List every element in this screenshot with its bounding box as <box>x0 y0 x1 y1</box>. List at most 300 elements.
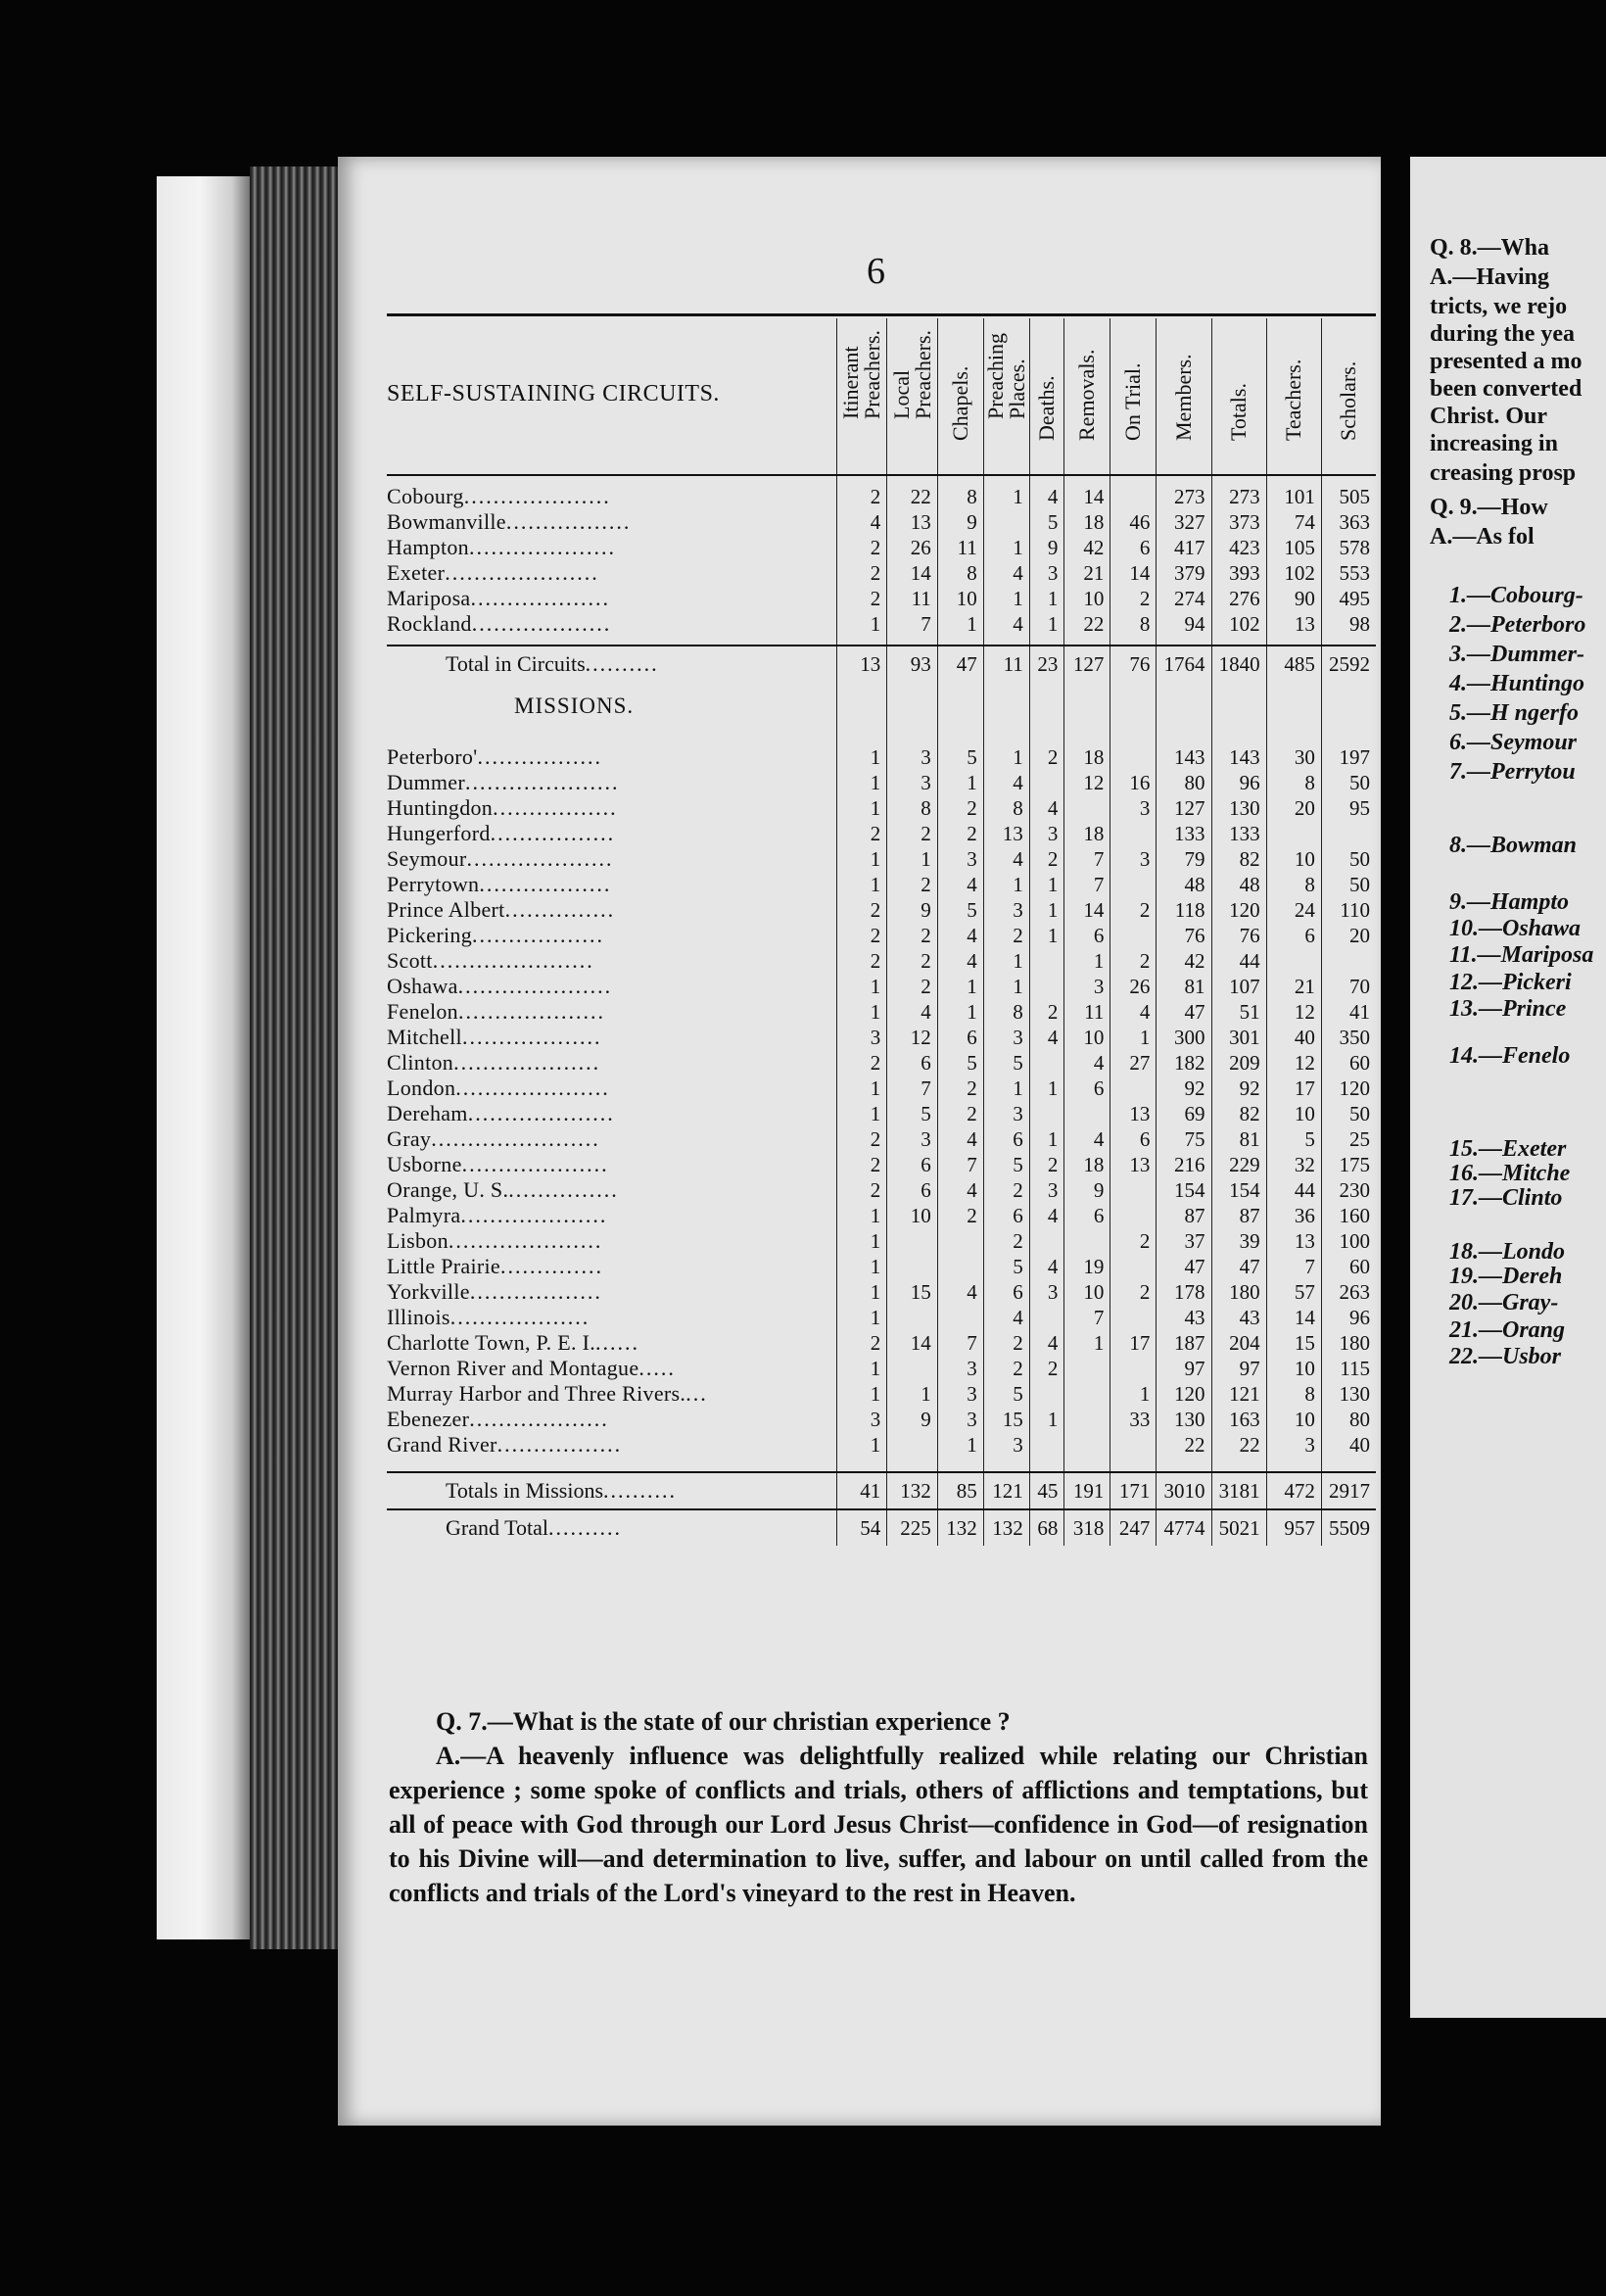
table-cell: 30 <box>1266 744 1321 770</box>
table-row <box>387 1228 1376 1254</box>
table-cell: 46 <box>1110 509 1157 535</box>
spacer-cell <box>1029 731 1064 744</box>
table-cell: 2 <box>937 795 983 821</box>
table-cell: 47 <box>1157 1254 1211 1279</box>
row-name: Usborne <box>387 1152 462 1176</box>
table-cell: 50 <box>1321 770 1376 795</box>
table-cell <box>887 1356 938 1381</box>
table-cell: 1 <box>836 999 887 1025</box>
table-cell: 2 <box>937 1203 983 1228</box>
table-cell: 7 <box>1064 1305 1110 1330</box>
table-row <box>387 821 1376 846</box>
table-cell: 1 <box>1029 872 1064 897</box>
table-cell: 4 <box>1029 484 1064 509</box>
table-cell: 2 <box>887 821 938 846</box>
table-cell: 578 <box>1321 535 1376 560</box>
table-cell <box>983 509 1029 535</box>
table-cell <box>887 1432 938 1458</box>
table-cell: 1 <box>887 1381 938 1407</box>
table-cell: 120 <box>1211 897 1266 923</box>
facing-page-list-item: 19.—Dereh <box>1449 1264 1563 1289</box>
table-cell: 9 <box>1064 1177 1110 1203</box>
spacer-cell <box>1064 682 1110 731</box>
table-cell <box>1029 1305 1064 1330</box>
row-name: Murray Harbor and Three Rivers. <box>387 1381 686 1406</box>
table-cell: 81 <box>1211 1126 1266 1152</box>
total-label <box>387 1509 836 1546</box>
table-row <box>387 1432 1376 1458</box>
spacer-cell <box>387 637 836 646</box>
spacer-cell <box>387 1458 836 1472</box>
table-cell <box>937 1305 983 1330</box>
table-cell: 3 <box>1110 795 1157 821</box>
table-row <box>387 999 1376 1025</box>
row-name: Mitchell <box>387 1025 462 1049</box>
spacer-cell <box>1029 682 1064 731</box>
row-name: Huntingdon <box>387 795 494 820</box>
table-cell: 7 <box>937 1152 983 1177</box>
row-label <box>387 1177 836 1203</box>
table-cell: 3 <box>937 846 983 872</box>
leader-dots: .................... <box>461 1152 609 1176</box>
table-cell: 1 <box>983 974 1029 999</box>
table-cell: 2 <box>1029 1356 1064 1381</box>
table-row <box>387 535 1376 560</box>
row-label <box>387 1228 836 1254</box>
row-label <box>387 821 836 846</box>
row-name: Palmyra <box>387 1203 461 1227</box>
table-cell: 4 <box>937 1279 983 1305</box>
column-header-label: Totals. <box>1226 383 1252 441</box>
table-cell <box>1029 770 1064 795</box>
table-cell: 216 <box>1157 1152 1211 1177</box>
facing-page-line: during the yea <box>1430 321 1576 347</box>
answer-7 <box>389 1739 1368 1910</box>
facing-page-list-item: 3.—Dummer- <box>1449 642 1584 667</box>
table-cell: 36 <box>1266 1203 1321 1228</box>
row-name: Perrytown <box>387 872 480 896</box>
table-cell <box>887 1305 938 1330</box>
row-name: Hungerford <box>387 821 491 845</box>
spacer-cell <box>836 637 887 646</box>
spacer-cell <box>1266 682 1321 731</box>
table-cell: 3 <box>1029 1279 1064 1305</box>
table-cell: 6 <box>983 1126 1029 1152</box>
table-cell: 1 <box>836 1381 887 1407</box>
table-cell: 273 <box>1157 484 1211 509</box>
question-answer-block <box>389 1704 1368 1910</box>
spacer-cell <box>1211 475 1266 484</box>
table-cell: 7 <box>887 611 938 637</box>
table-cell: 32 <box>1266 1152 1321 1177</box>
table-cell: 379 <box>1157 560 1211 586</box>
row-label <box>387 1432 836 1458</box>
answer-rest: Christian experience ; some spoke of conflicts and trials, others of afflictions and temptations, but all of peace with God through our Lord Jesus Christ—confidence in God—of resignation to his Divine will—and determination to live, suffer, and labour on until called from the conflicts and trials of the Lord's vineyard to the rest in Heaven. <box>389 1742 1369 1907</box>
table-cell: 4 <box>937 948 983 974</box>
spacer-cell <box>1211 731 1266 744</box>
total-cell: 191 <box>1064 1472 1110 1509</box>
table-cell: 5 <box>887 1101 938 1126</box>
table-cell <box>1110 821 1157 846</box>
table-cell: 505 <box>1321 484 1376 509</box>
row-name: Yorkville <box>387 1279 470 1304</box>
facing-page-list-item: 18.—Londo <box>1449 1239 1566 1265</box>
table-cell: 12 <box>1064 770 1110 795</box>
leader-dots: ................. <box>477 744 602 769</box>
table-cell: 127 <box>1157 795 1211 821</box>
table-cell: 44 <box>1266 1177 1321 1203</box>
table-cell: 3 <box>983 1432 1029 1458</box>
table-cell: 120 <box>1321 1076 1376 1101</box>
table-cell: 3 <box>983 1101 1029 1126</box>
row-label <box>387 974 836 999</box>
total-cell: 23 <box>1029 646 1064 682</box>
spacer-cell <box>887 731 938 744</box>
facing-page-list-item: 17.—Clinto <box>1449 1185 1563 1211</box>
facing-page-line: tricts, we rejo <box>1430 294 1568 319</box>
table-row <box>387 795 1376 821</box>
table-cell: 2 <box>887 872 938 897</box>
table-cell: 1 <box>983 1076 1029 1101</box>
table-cell: 92 <box>1157 1076 1211 1101</box>
spacer-cell <box>1266 475 1321 484</box>
table-cell: 14 <box>1266 1305 1321 1330</box>
table-row <box>387 948 1376 974</box>
table-cell: 8 <box>1266 872 1321 897</box>
table-cell: 553 <box>1321 560 1376 586</box>
table-cell: 10 <box>1064 586 1110 611</box>
table-row <box>387 1381 1376 1407</box>
table-cell <box>1064 795 1110 821</box>
table-cell: 187 <box>1157 1330 1211 1356</box>
table-cell: 82 <box>1211 846 1266 872</box>
column-header <box>1157 318 1211 470</box>
table-cell: 50 <box>1321 872 1376 897</box>
table-cell: 41 <box>1321 999 1376 1025</box>
table-cell: 102 <box>1211 611 1266 637</box>
table-cell: 10 <box>1266 846 1321 872</box>
column-header-label: Teachers. <box>1281 359 1306 441</box>
spacer-cell <box>1321 1458 1376 1472</box>
table-cell <box>1110 1203 1157 1228</box>
table-cell: 7 <box>937 1330 983 1356</box>
row-label <box>387 744 836 770</box>
leader-dots: .......... <box>547 1515 622 1540</box>
table-cell: 2 <box>887 948 938 974</box>
table-cell: 2 <box>836 1050 887 1076</box>
row-name: Dummer <box>387 770 466 794</box>
table-cell: 7 <box>1064 846 1110 872</box>
spacer-cell <box>836 475 887 484</box>
table-cell: 11 <box>887 586 938 611</box>
table-cell: 1 <box>1110 1381 1157 1407</box>
facing-page-line: Q. 9.—How <box>1430 495 1548 520</box>
table-cell: 3 <box>937 1407 983 1432</box>
facing-page-list-item: 4.—Huntingo <box>1449 671 1585 696</box>
table-row <box>387 770 1376 795</box>
row-name: Prince Albert <box>387 897 505 922</box>
table-cell <box>1266 821 1321 846</box>
page-number: 6 <box>867 251 885 292</box>
total-cell: 1840 <box>1211 646 1266 682</box>
facing-page-list-item: 5.—H ngerfo <box>1449 700 1579 726</box>
total-cell: 3181 <box>1211 1472 1266 1509</box>
leader-dots: ................... <box>449 1305 590 1329</box>
total-cell: 2917 <box>1321 1472 1376 1509</box>
spacer-cell <box>1110 682 1157 731</box>
row-label <box>387 770 836 795</box>
table-cell: 495 <box>1321 586 1376 611</box>
facing-page <box>1410 157 1606 2018</box>
table-cell: 12 <box>887 1025 938 1050</box>
table-cell: 8 <box>983 999 1029 1025</box>
row-label <box>387 509 836 535</box>
row-name: Dereham <box>387 1101 468 1125</box>
facing-page-list-item: 6.—Seymour <box>1449 730 1578 755</box>
table-cell <box>937 1228 983 1254</box>
table-cell: 1 <box>937 611 983 637</box>
table-cell: 3 <box>1064 974 1110 999</box>
table-cell: 13 <box>1110 1152 1157 1177</box>
table-cell: 8 <box>1266 770 1321 795</box>
facing-page-list-item: 20.—Gray- <box>1449 1290 1559 1315</box>
table-cell: 40 <box>1321 1432 1376 1458</box>
table-cell: 2 <box>887 923 938 948</box>
column-header <box>1266 318 1321 470</box>
table-cell: 2 <box>937 1076 983 1101</box>
table-cell <box>1110 1432 1157 1458</box>
total-label <box>387 646 836 682</box>
table-cell: 7 <box>1064 872 1110 897</box>
table-cell: 17 <box>1110 1330 1157 1356</box>
table-cell: 1 <box>836 1279 887 1305</box>
table-cell: 1 <box>1029 1076 1064 1101</box>
row-label <box>387 586 836 611</box>
table-row <box>387 1101 1376 1126</box>
column-header-label: Chapels. <box>947 365 972 441</box>
row-name: Scott <box>387 948 433 973</box>
table-cell: 2 <box>983 1228 1029 1254</box>
spacer-cell <box>1211 637 1266 646</box>
table-cell: 105 <box>1266 535 1321 560</box>
spacer-cell <box>836 1458 887 1472</box>
table-cell: 10 <box>1064 1279 1110 1305</box>
facing-page-line: been converted <box>1430 376 1582 402</box>
row-name: Orange, U. S. <box>387 1177 509 1202</box>
spacer-cell <box>387 475 836 484</box>
table-cell: 1 <box>937 770 983 795</box>
table-row <box>387 586 1376 611</box>
table-cell: 76 <box>1157 923 1211 948</box>
table-cell: 143 <box>1157 744 1211 770</box>
leader-dots: ..................... <box>455 1076 610 1100</box>
spacer-cell <box>1064 1458 1110 1472</box>
spacer-cell <box>1321 637 1376 646</box>
table-cell: 42 <box>1157 948 1211 974</box>
table-cell: 3 <box>887 770 938 795</box>
column-header <box>983 318 1029 470</box>
table-cell: 6 <box>983 1279 1029 1305</box>
table-cell: 118 <box>1157 897 1211 923</box>
table-row <box>387 1407 1376 1432</box>
table-cell: 5 <box>983 1152 1029 1177</box>
table-cell: 25 <box>1321 1126 1376 1152</box>
table-cell <box>1110 1305 1157 1330</box>
spacer-cell <box>1266 731 1321 744</box>
spacer-cell <box>937 637 983 646</box>
row-label <box>387 846 836 872</box>
table-cell: 13 <box>887 509 938 535</box>
total-cell: 54 <box>836 1509 887 1546</box>
facing-page-list-item: 22.—Usbor <box>1449 1344 1562 1369</box>
total-cell: 45 <box>1029 1472 1064 1509</box>
table-cell: 6 <box>887 1177 938 1203</box>
table-cell: 6 <box>1064 1203 1110 1228</box>
table-cell: 2 <box>836 897 887 923</box>
row-label <box>387 1407 836 1432</box>
table-cell: 2 <box>1110 586 1157 611</box>
total-cell: 47 <box>937 646 983 682</box>
row-label <box>387 611 836 637</box>
table-cell: 1 <box>1029 611 1064 637</box>
table-cell: 50 <box>1321 846 1376 872</box>
table-cell: 4 <box>983 611 1029 637</box>
table-cell: 4 <box>887 999 938 1025</box>
table-row <box>387 872 1376 897</box>
column-header-label: On Trial. <box>1120 362 1146 441</box>
spacer-cell <box>1157 731 1211 744</box>
total-cell: 3010 <box>1157 1472 1211 1509</box>
table-cell: 92 <box>1211 1076 1266 1101</box>
table-cell: 4 <box>1029 1330 1064 1356</box>
table-cell: 8 <box>1110 611 1157 637</box>
leader-dots: ...... <box>595 1330 640 1355</box>
table-cell <box>937 1254 983 1279</box>
row-label <box>387 535 836 560</box>
table-cell: 10 <box>887 1203 938 1228</box>
table-cell: 33 <box>1110 1407 1157 1432</box>
row-label <box>387 872 836 897</box>
spacer-cell <box>1029 475 1064 484</box>
facing-page-line: A.—Having <box>1430 264 1550 290</box>
column-header <box>887 318 938 470</box>
table-cell: 8 <box>937 484 983 509</box>
table-cell: 3 <box>1029 560 1064 586</box>
table-cell <box>1029 1050 1064 1076</box>
table-cell: 2 <box>937 1101 983 1126</box>
table-cell <box>1110 744 1157 770</box>
facing-page-list-item: 10.—Oshawa <box>1449 916 1582 941</box>
table-cell: 39 <box>1211 1228 1266 1254</box>
table-cell: 3 <box>836 1025 887 1050</box>
facing-page-line: presented a mo <box>1430 349 1582 374</box>
row-label <box>387 1279 836 1305</box>
total-cell: 132 <box>937 1509 983 1546</box>
table-cell: 6 <box>1110 535 1157 560</box>
table-cell: 301 <box>1211 1025 1266 1050</box>
total-cell: 5509 <box>1321 1509 1376 1546</box>
table-cell: 14 <box>1110 560 1157 586</box>
table-cell <box>1110 1356 1157 1381</box>
table-cell <box>1321 821 1376 846</box>
total-cell: 132 <box>983 1509 1029 1546</box>
spacer-cell <box>1064 475 1110 484</box>
table-cell: 9 <box>887 897 938 923</box>
row-name: Seymour <box>387 846 467 871</box>
table-cell: 2 <box>937 821 983 846</box>
table-cell: 1 <box>983 744 1029 770</box>
leader-dots: ...................... <box>432 948 594 973</box>
table-row <box>387 1076 1376 1101</box>
table-cell: 94 <box>1157 611 1211 637</box>
table-cell: 82 <box>1211 1101 1266 1126</box>
table-cell: 276 <box>1211 586 1266 611</box>
column-header <box>1110 318 1157 470</box>
table-cell: 21 <box>1064 560 1110 586</box>
table-cell: 97 <box>1157 1356 1211 1381</box>
leader-dots: .................. <box>479 872 612 896</box>
table-cell: 20 <box>1321 923 1376 948</box>
table-cell: 178 <box>1157 1279 1211 1305</box>
table-cell: 3 <box>1110 846 1157 872</box>
table-cell: 4 <box>1064 1126 1110 1152</box>
table-cell: 4 <box>836 509 887 535</box>
table-cell: 69 <box>1157 1101 1211 1126</box>
table-cell: 1 <box>836 872 887 897</box>
table-cell <box>1064 1381 1110 1407</box>
table-row <box>387 484 1376 509</box>
row-label <box>387 1126 836 1152</box>
table-cell <box>1029 1101 1064 1126</box>
table-cell: 1 <box>836 795 887 821</box>
row-label <box>387 560 836 586</box>
facing-page-line: Q. 8.—Wha <box>1430 235 1550 261</box>
total-cell: 132 <box>887 1472 938 1509</box>
table-cell: 8 <box>983 795 1029 821</box>
facing-page-line: creasing prosp <box>1430 460 1577 486</box>
table-cell: 182 <box>1157 1050 1211 1076</box>
table-cell: 75 <box>1157 1126 1211 1152</box>
table-cell: 263 <box>1321 1279 1376 1305</box>
row-name: Cobourg <box>387 484 464 508</box>
table-cell: 4 <box>983 846 1029 872</box>
table-cell: 2 <box>887 974 938 999</box>
table-cell: 50 <box>1321 1101 1376 1126</box>
table-row <box>387 744 1376 770</box>
table-cell: 110 <box>1321 897 1376 923</box>
row-name: Grand River <box>387 1432 497 1457</box>
spacer-cell <box>1064 731 1110 744</box>
table-cell: 3 <box>1266 1432 1321 1458</box>
table-cell: 1 <box>983 872 1029 897</box>
table-cell: 2 <box>1029 1152 1064 1177</box>
table-cell: 79 <box>1157 846 1211 872</box>
table-cell: 2 <box>836 484 887 509</box>
table-cell: 130 <box>1321 1381 1376 1407</box>
leader-dots: ..................... <box>457 974 613 998</box>
spacer-cell <box>836 731 887 744</box>
table-row <box>387 1126 1376 1152</box>
table-cell: 1 <box>1110 1025 1157 1050</box>
table-cell: 2 <box>983 1177 1029 1203</box>
spacer-cell <box>937 731 983 744</box>
table-cell: 1 <box>1029 1126 1064 1152</box>
table-cell <box>1064 1356 1110 1381</box>
leader-dots: .................... <box>467 1101 615 1125</box>
table-cell: 18 <box>1064 744 1110 770</box>
spacer-cell <box>1029 1458 1064 1472</box>
table-cell: 18 <box>1064 821 1110 846</box>
